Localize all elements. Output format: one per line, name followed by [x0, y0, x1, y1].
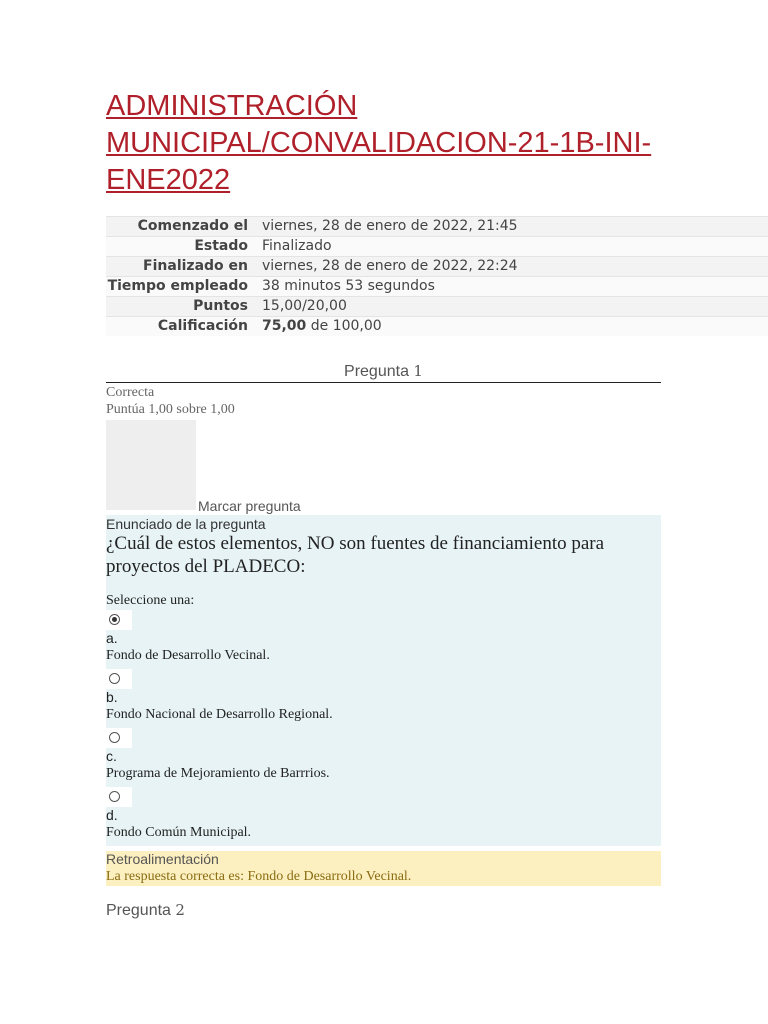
question-2-heading: [106, 901, 185, 920]
course-title-link[interactable]: ADMINISTRACIÓN MUNICIPAL/CONVALIDACION-21-1B-INI-ENE2022: [106, 90, 652, 196]
feedback-text: La respuesta correcta es: Fondo de Desarrollo Vecinal.: [106, 869, 412, 884]
option-letter: a.: [106, 630, 118, 646]
feedback-label: Retroalimentación: [106, 851, 219, 867]
radio-unchecked-icon[interactable]: [109, 732, 120, 743]
summary-label: Puntos: [193, 298, 248, 314]
option-letter: d.: [106, 807, 118, 823]
flag-question-link[interactable]: Marcar pregunta: [198, 498, 301, 514]
question-text: ¿Cuál de estos elementos, NO son fuentes de financiamiento para proyectos del PLADECO:: [106, 533, 605, 577]
summary-row-time-taken: [106, 277, 768, 297]
question-number: 1: [413, 362, 423, 380]
attempt-summary-table: [106, 216, 768, 336]
summary-label: Comenzado el: [137, 218, 248, 234]
option-letter: b.: [106, 689, 118, 705]
summary-value: Finalizado: [262, 238, 332, 254]
radio-checked-icon[interactable]: [109, 614, 120, 625]
grade-value: 75,00: [262, 318, 307, 334]
answer-option-c[interactable]: [106, 728, 406, 786]
summary-label: Tiempo empleado: [107, 278, 248, 294]
summary-row-points: [106, 297, 768, 317]
summary-value: 38 minutos 53 segundos: [262, 278, 435, 294]
question-heading-label: Pregunta: [106, 902, 171, 919]
flag-icon-placeholder[interactable]: [106, 420, 196, 510]
question-1-feedback: [106, 851, 661, 886]
option-text: Fondo Nacional de Desarrollo Regional.: [106, 707, 333, 722]
summary-value: viernes, 28 de enero de 2022, 21:45: [262, 218, 518, 234]
option-text: Fondo Común Municipal.: [106, 825, 252, 840]
summary-value: viernes, 28 de enero de 2022, 22:24: [262, 258, 518, 274]
summary-label: Finalizado en: [143, 258, 248, 274]
radio-unchecked-icon[interactable]: [109, 673, 120, 684]
summary-row-started: [106, 217, 768, 237]
summary-row-finished: [106, 257, 768, 277]
option-text: Programa de Mejoramiento de Barrrios.: [106, 766, 330, 781]
question-text-label: Enunciado de la pregunta: [106, 516, 266, 532]
answer-prompt: Seleccione una:: [106, 593, 195, 608]
answer-option-a[interactable]: [106, 610, 406, 668]
summary-row-status: [106, 237, 768, 257]
summary-label: Calificación: [157, 318, 248, 334]
question-heading-label: Pregunta: [344, 363, 409, 380]
question-1-content: [106, 515, 661, 846]
grade-max: de 100,00: [306, 318, 382, 334]
radio-unchecked-icon[interactable]: [109, 791, 120, 802]
summary-label: Estado: [194, 238, 248, 254]
summary-value: [254, 317, 768, 337]
question-1-heading: [106, 360, 661, 383]
summary-row-grade: [106, 317, 768, 337]
summary-value: 15,00/20,00: [262, 298, 347, 314]
question-1-info: [106, 384, 235, 418]
option-text: Fondo de Desarrollo Vecinal.: [106, 648, 270, 663]
question-grade: Puntúa 1,00 sobre 1,00: [106, 402, 235, 417]
option-letter: c.: [106, 748, 117, 764]
answer-option-b[interactable]: [106, 669, 406, 727]
question-number: 2: [175, 901, 185, 919]
question-state: Correcta: [106, 385, 155, 400]
answer-option-d[interactable]: [106, 787, 406, 845]
